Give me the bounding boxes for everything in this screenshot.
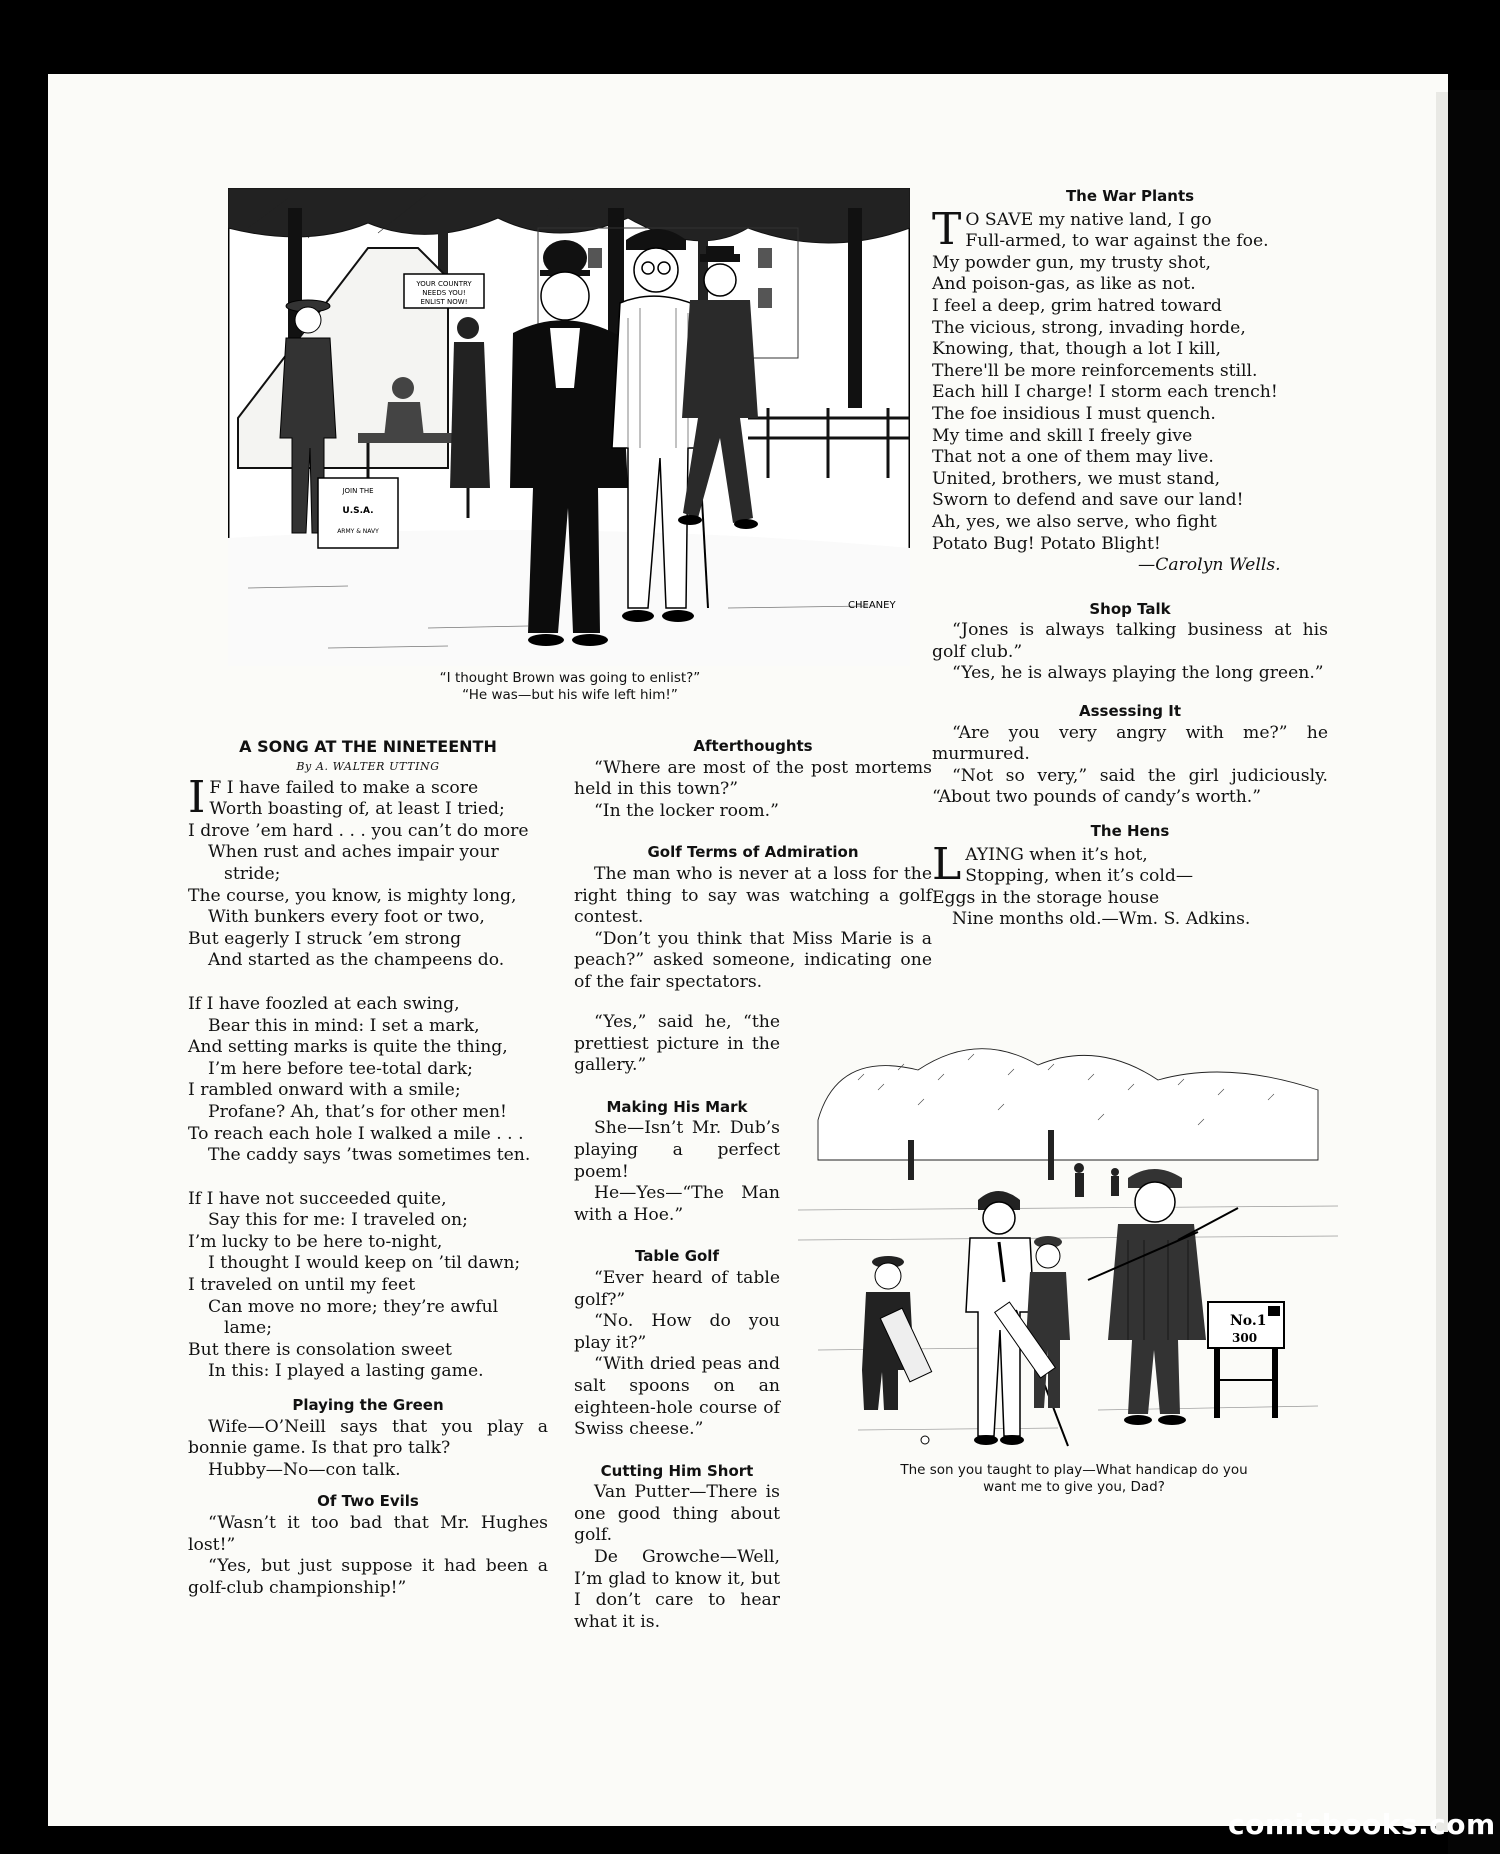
hens-title: The Hens: [1090, 822, 1170, 841]
right-column: The War Plants T O SAVE my native land, I go Full-armed, to war against the foe. My powder gun, my trusty shot, And poison-gas, as like as not. I feel a deep, grim hatred toward The vicious, strong, invading horde, Knowing, that, though a lot I kill, There'll be more reinforcements still. Each hill I charge! I storm each trench! The foe insidious I must quench. My time and skill I freely give That not a one of them may live. United, brothers, we must stand, Sworn to defend and save our land! Ah, yes, we also serve, who fight Potato Bug! Potato Blight! —Carolyn Wells. Shop Talk “Jones is always talking business at his golf club.” “Yes, he is always playing the long green.” Assessing It “Are you very angry with me?” he murmured. “Not so very,” said the girl judiciously. “About two pounds of candy’s worth.” The Hens L AYING when it’s hot, Stopping, when it’s cold— Eggs in the storage house Nine months old.—Wm. S. Adkins.: [932, 187, 1328, 930]
table-golf-title: Table Golf: [635, 1247, 719, 1266]
tent-sign-text: YOUR COUNTRY: [416, 280, 472, 288]
golf-terms-title: Golf Terms of Admiration: [647, 843, 859, 862]
svg-text:No.1: No.1: [1230, 1313, 1267, 1329]
cartoon-golf-caption: The son you taught to play—What handicap do you want me to give you, Dad?: [900, 1462, 1248, 1495]
playing-green-title: Playing the Green: [292, 1396, 444, 1415]
afterthoughts-title: Afterthoughts: [693, 737, 813, 755]
scan-border: [1448, 90, 1500, 1854]
middle-column-narrow: “Yes,” said he, “the prettiest picture in the gallery.” Making His Mark She—Isn’t Mr. Dub’s playing a perfect poem! He—Yes—“The Man with a Hoe.” Table Golf “Ever heard of table golf?” “No. How do you play it?” “With dried peas and salt spoons on an eighteen-hole course of Swiss cheese.” Cutting Him Short Van Putter—There is one good thing about golf. De Growche—Well, I’m glad to know it, but I don’t care to hear what it is.: [574, 1012, 780, 1632]
shop-talk-title: Shop Talk: [1089, 599, 1171, 618]
middle-column: Afterthoughts “Where are most of the post mortems held in this town?” “In the locker room.” Golf Terms of Admiration The man who is never at a loss for the right thing to say was watching a golf contest. “Don’t you think that Miss Marie is a peach?” asked someone, indicating one of the fair spectators.: [574, 737, 932, 992]
two-evils-title: Of Two Evils: [317, 1492, 419, 1511]
making-mark-title: Making His Mark: [606, 1097, 748, 1116]
cartoon-enlist-caption: “I thought Brown was going to enlist?” “He was—but his wife left him!”: [439, 670, 701, 703]
svg-text:ENLIST NOW!: ENLIST NOW!: [420, 298, 468, 306]
svg-text:JOIN THE: JOIN THE: [342, 487, 374, 495]
artist-signature: CHEANEY: [848, 600, 896, 611]
tee-box-sign: [1208, 1302, 1284, 1418]
song-byline: By A. WALTER UTTING: [296, 759, 440, 773]
svg-text:ARMY & NAVY: ARMY & NAVY: [337, 528, 379, 535]
hens-drop-cap: L: [932, 838, 962, 890]
war-plants-title: The War Plants: [1065, 187, 1195, 205]
svg-text:NEEDS YOU!: NEEDS YOU!: [422, 289, 466, 297]
song-drop-cap: I: [188, 771, 206, 823]
site-watermark: comicbooks.com: [1228, 1808, 1496, 1841]
cartoon-enlist: [228, 188, 910, 666]
assessing-title: Assessing It: [1078, 702, 1182, 721]
war-plants-author: —Carolyn Wells.: [1138, 555, 1281, 576]
caddy-figure: [862, 1256, 932, 1410]
cutting-short-title: Cutting Him Short: [600, 1461, 754, 1480]
left-column: A SONG AT THE NINETEENTH By A. WALTER UTTING I F I have failed to make a score Worth boasting of, at least I tried; I drove ’em hard . . . you can’t do more When rust and aches impair your stride; The course, you know, is mighty long, With bunkers every foot or two, But eagerly I struck ’em strong And started as the champeens do. If I have foozled at each swing, Bear this in mind: I set a mark, And setting marks is quite the thing, I’m here before tee-total dark; I rambled onward with a smile; Profane? Ah, that’s for other men! To reach each hole I walked a mile . . . The caddy says ’twas sometimes ten. If I have not succeeded quite, Say this for me: I traveled on; I’m lucky to be here to-night, I thought I would keep on ’til dawn; I traveled on until my feet Can move no more; they’re awful lame; But there is consolation sweet In this: I played a lasting game. Playing the Green Wife—O’Neill says that you play a bonnie game. Is that pro talk? Hubby—No—con talk. Of Two Evils “Wasn’t it too bad that Mr. Hughes lost!” “Yes, but just suppose it had been a golf-club championship!”: [188, 737, 548, 1598]
song-title: A SONG AT THE NINETEENTH: [239, 737, 497, 756]
cartoon-golf: [798, 1010, 1338, 1450]
svg-text:U.S.A.: U.S.A.: [342, 506, 374, 516]
war-plants-drop-cap: T: [932, 203, 962, 255]
svg-text:300: 300: [1232, 1331, 1258, 1345]
